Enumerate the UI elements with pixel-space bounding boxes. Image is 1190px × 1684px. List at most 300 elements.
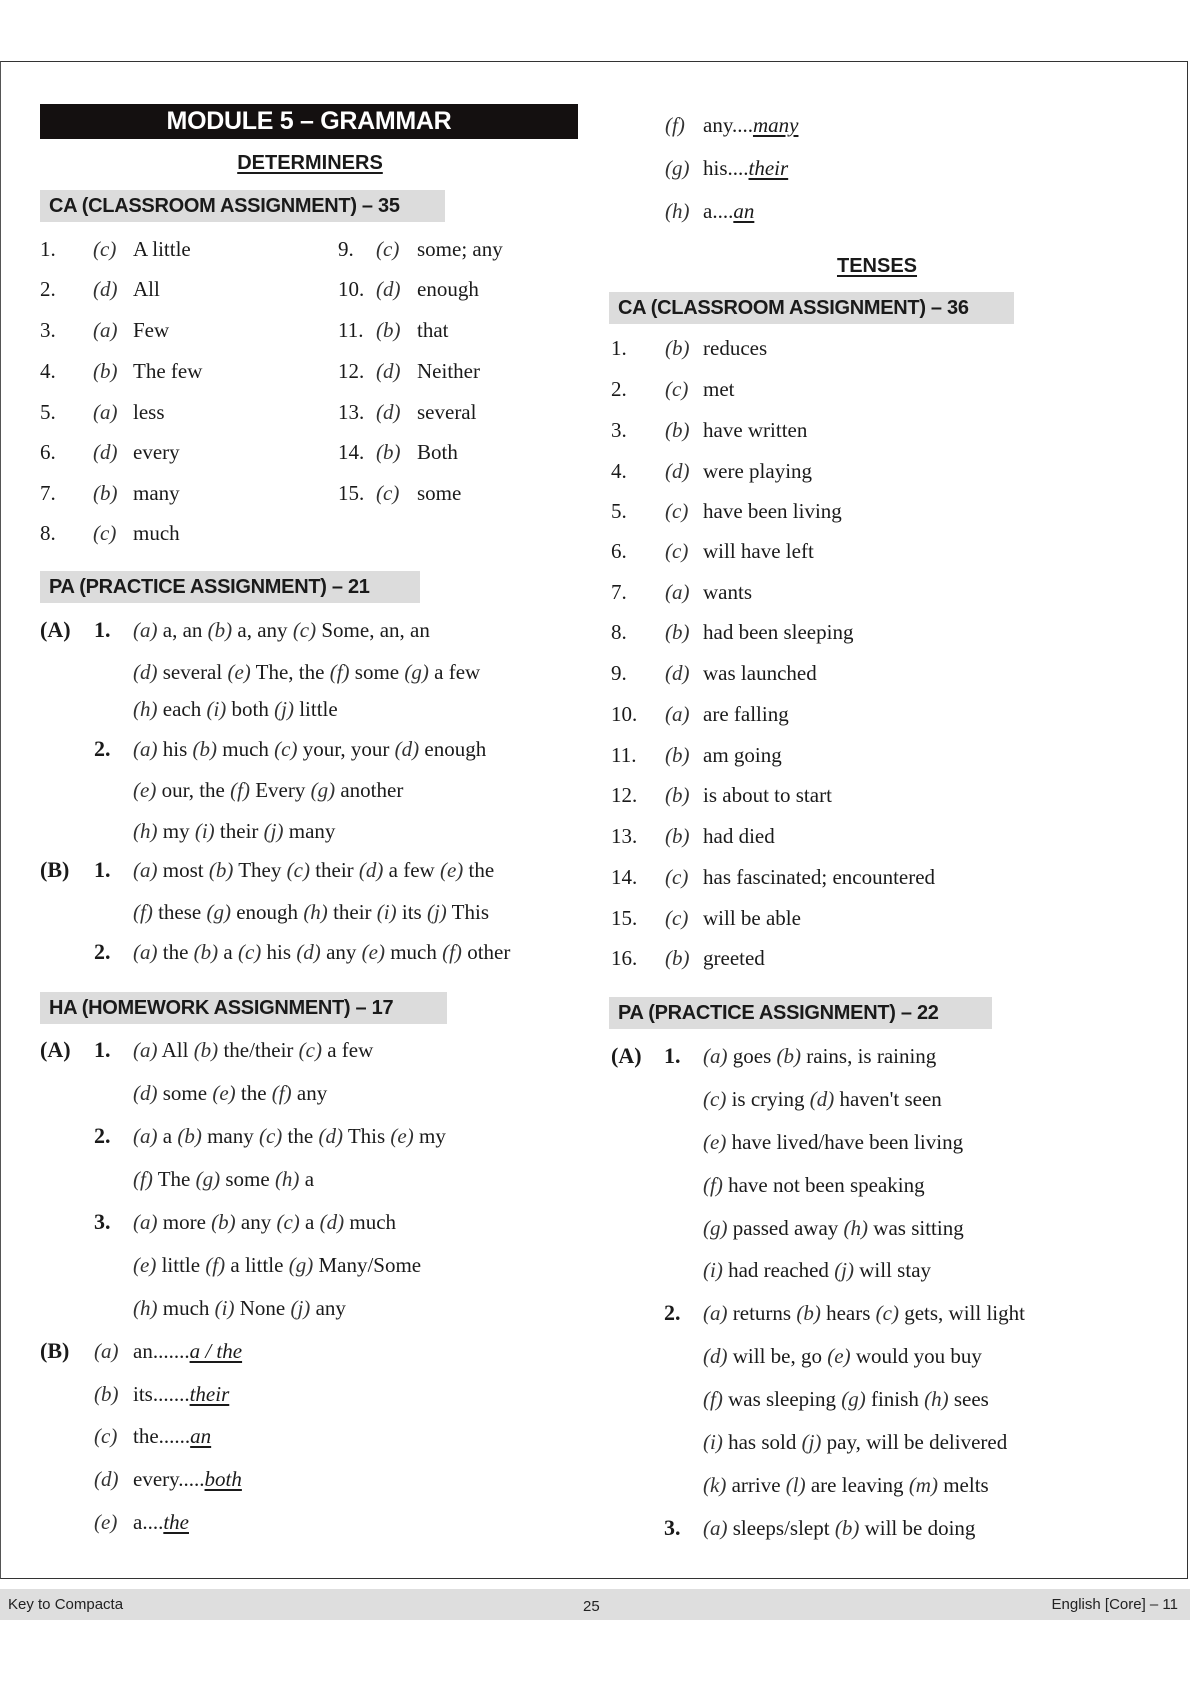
option-label: (l): [785, 1473, 806, 1497]
answer-line: [703, 1342, 982, 1370]
answer-text: will stay: [859, 1258, 932, 1282]
option-label: (a): [133, 858, 158, 882]
option-label: (k): [703, 1473, 727, 1497]
answer-text: A little: [133, 237, 191, 261]
pa-header-determiners: PA (PRACTICE ASSIGNMENT) – 21: [40, 571, 420, 603]
fill-answer: [133, 1422, 211, 1450]
fill-answer: [703, 154, 788, 182]
item-option: [665, 457, 690, 485]
option-label: (a): [133, 940, 158, 964]
item-option: [376, 316, 401, 344]
option-label: (e): [827, 1344, 851, 1368]
option-label: (h): [133, 697, 158, 721]
answer-text: less: [133, 400, 165, 424]
option-label: (f): [205, 1253, 226, 1277]
question-text: the......: [133, 1424, 191, 1448]
item-number: [40, 275, 56, 303]
answer-text: was launched: [703, 661, 817, 685]
answer-text: sleeps/slept: [732, 1516, 830, 1540]
item-number: [611, 741, 636, 769]
item-number-text: 2.: [611, 377, 627, 401]
answer-text: your, your: [302, 737, 390, 761]
option-label: (c): [665, 906, 689, 930]
item-number: [611, 457, 627, 485]
item-number-text: 14.: [338, 440, 365, 464]
option-label: (b): [665, 946, 690, 970]
part-label: [611, 1042, 642, 1070]
option-label: (b): [94, 1382, 119, 1406]
underlined-answer: the: [163, 1510, 189, 1534]
item-number: [611, 822, 637, 850]
item-number-text: 14.: [611, 865, 638, 889]
option-label: (b): [376, 318, 401, 342]
footer-page-number: 25: [583, 1598, 600, 1615]
fill-answer: [133, 1465, 242, 1493]
footer-book-title: Key to Compacta: [8, 1596, 124, 1613]
answer-text: This: [347, 1124, 386, 1148]
answer-text: were playing: [703, 459, 813, 483]
answer-text: little: [299, 697, 338, 721]
option-label: (g): [195, 1167, 221, 1191]
item-number: [611, 537, 627, 565]
answer-text: their: [333, 900, 372, 924]
item-option: [665, 944, 690, 972]
item-answer: [417, 357, 480, 385]
item-number-text: 3.: [40, 318, 56, 342]
answer-text: their: [315, 858, 354, 882]
answer-text: our, the: [161, 778, 225, 802]
answer-text: All: [161, 1038, 189, 1062]
item-number-text: 9.: [611, 661, 627, 685]
answer-text: the: [240, 1081, 267, 1105]
answer-text: is about to start: [703, 783, 832, 807]
answer-text: will be, go: [732, 1344, 822, 1368]
option-label: (c): [93, 521, 117, 545]
item-answer: [133, 519, 180, 547]
answer-text: Many/Some: [318, 1253, 422, 1277]
option-label: (b): [665, 783, 690, 807]
option-label: (b): [665, 418, 690, 442]
option-label: (f): [230, 778, 250, 802]
item-option: [376, 479, 399, 507]
answer-line: [133, 776, 403, 804]
answer-text: will be able: [703, 906, 801, 930]
answer-line: [133, 938, 510, 966]
option-label: (f): [442, 940, 462, 964]
item-answer: [417, 235, 503, 263]
answer-text: most: [162, 858, 204, 882]
option-label: (c): [703, 1087, 727, 1111]
question-number: [94, 1122, 111, 1150]
item-number: [338, 398, 364, 426]
answer-text: a, an: [162, 618, 203, 642]
item-option: [665, 375, 688, 403]
answer-text: Some, an, an: [321, 618, 430, 642]
answer-line: [703, 1428, 1007, 1456]
answer-text: a little: [230, 1253, 284, 1277]
answer-text: any: [296, 1081, 328, 1105]
answer-text: have been living: [703, 499, 842, 523]
option-label: (d): [376, 277, 401, 301]
question-number: [664, 1514, 681, 1542]
item-option: [93, 235, 116, 263]
option-label: (h): [133, 819, 158, 843]
answer-line: [703, 1042, 936, 1070]
item-option: [376, 275, 401, 303]
item-option: [376, 235, 399, 263]
option-label: (b): [93, 481, 118, 505]
underlined-answer: an: [733, 199, 755, 223]
item-number: [40, 235, 56, 263]
item-option: [93, 275, 118, 303]
page-footer: [0, 1589, 1190, 1620]
tenses-heading: TENSES: [836, 255, 918, 277]
item-answer: [703, 659, 817, 687]
answer-text: have lived/have been living: [731, 1130, 964, 1154]
item-number-text: 16.: [611, 946, 638, 970]
option-label: (j): [290, 1296, 311, 1320]
answer-line: [703, 1256, 931, 1284]
answer-text: my: [418, 1124, 446, 1148]
question-text: its.......: [133, 1382, 190, 1406]
answer-text: The, the: [255, 660, 325, 684]
option-label: (b): [796, 1301, 821, 1325]
option-label: (i): [376, 900, 397, 924]
answer-text: a: [305, 1210, 315, 1234]
answer-text: these: [158, 900, 202, 924]
pa-header-tenses: PA (PRACTICE ASSIGNMENT) – 22: [609, 997, 992, 1029]
answer-text: little: [161, 1253, 201, 1277]
answer-line: [703, 1128, 963, 1156]
answer-text: a, any: [237, 618, 288, 642]
option-label: (c): [665, 377, 689, 401]
item-option: [94, 1380, 119, 1408]
question-number: [664, 1299, 681, 1327]
item-number-text: 4.: [611, 459, 627, 483]
question-number-text: 1.: [94, 857, 111, 882]
item-number: [338, 438, 364, 466]
option-label: (d): [665, 459, 690, 483]
item-number-text: 12.: [611, 783, 638, 807]
answer-text: are falling: [703, 702, 789, 726]
answer-text: would you buy: [855, 1344, 982, 1368]
question-number-text: 2.: [664, 1300, 681, 1325]
question-number: [94, 938, 111, 966]
option-label: (g): [841, 1387, 866, 1411]
item-answer: [703, 904, 801, 932]
question-number: [664, 1042, 681, 1070]
item-answer: [703, 578, 752, 606]
item-number-text: 6.: [40, 440, 56, 464]
answer-text: some: [225, 1167, 270, 1191]
answer-text: some: [417, 481, 462, 505]
option-label: (b): [192, 737, 218, 761]
option-label: (a): [665, 702, 690, 726]
item-option: [665, 334, 690, 362]
option-label: (b): [834, 1516, 860, 1540]
answer-line: [133, 1251, 421, 1279]
option-label: (f): [329, 660, 350, 684]
option-label: (d): [703, 1344, 728, 1368]
answer-text: any: [315, 1296, 346, 1320]
item-answer: [133, 479, 180, 507]
option-label: (d): [376, 400, 401, 424]
item-number-text: 12.: [338, 359, 365, 383]
item-answer: [703, 457, 812, 485]
option-label: (f): [703, 1387, 723, 1411]
answer-text: a: [223, 940, 233, 964]
item-number: [611, 497, 627, 525]
answer-text: that: [417, 318, 449, 342]
answer-text: had reached: [728, 1258, 829, 1282]
item-option: [93, 316, 118, 344]
answer-line: [133, 817, 335, 845]
answer-text: is crying: [731, 1087, 805, 1111]
option-label: (c): [298, 1038, 322, 1062]
answer-text: have written: [703, 418, 808, 442]
option-label: (b): [376, 440, 401, 464]
option-label: (c): [665, 539, 689, 563]
option-label: (e): [390, 1124, 414, 1148]
option-label: (b): [193, 1038, 219, 1062]
option-label: (j): [274, 697, 294, 721]
option-label: (h): [843, 1216, 869, 1240]
option-label: (d): [319, 1210, 345, 1234]
question-number-text: 1.: [94, 1037, 111, 1062]
answer-text: enough: [424, 737, 487, 761]
underlined-answer: a / the: [189, 1339, 243, 1363]
question-number-text: 2.: [94, 1123, 111, 1148]
option-label: (h): [303, 900, 328, 924]
answer-text: will have left: [703, 539, 814, 563]
answer-line: [703, 1171, 925, 1199]
answer-text: much: [162, 1296, 210, 1320]
item-option: [665, 781, 690, 809]
fill-answer: [703, 197, 754, 225]
question-text: an.......: [133, 1339, 190, 1363]
answer-line: [133, 658, 480, 686]
answer-text: a few: [388, 858, 435, 882]
question-number: [94, 1036, 111, 1064]
underlined-answer: many: [752, 113, 799, 137]
option-label: (a): [93, 400, 118, 424]
question-number-text: 1.: [94, 617, 111, 642]
answer-line: [703, 1385, 989, 1413]
answer-line: [703, 1214, 964, 1242]
item-option: [93, 357, 118, 385]
item-option: [94, 1422, 117, 1450]
item-answer: [703, 497, 842, 525]
answer-text: will be doing: [864, 1516, 976, 1540]
item-answer: [703, 700, 789, 728]
part-label: [40, 1337, 69, 1365]
answer-text: any: [240, 1210, 272, 1234]
item-option: [93, 479, 118, 507]
answer-line: [133, 856, 494, 884]
answer-line: [133, 1294, 346, 1322]
answer-text: Both: [417, 440, 458, 464]
option-label: (e): [361, 940, 385, 964]
item-option: [665, 741, 690, 769]
part-label: [40, 1036, 71, 1064]
fill-answer: [133, 1380, 229, 1408]
answer-text: goes: [732, 1044, 772, 1068]
answer-line: [703, 1299, 1025, 1327]
question-number: [94, 1208, 111, 1236]
option-label: (j): [834, 1258, 855, 1282]
option-label: (j): [263, 819, 284, 843]
option-label: (c): [376, 237, 400, 261]
option-label: (c): [665, 499, 689, 523]
item-option: [665, 822, 690, 850]
option-label: (c): [94, 1424, 118, 1448]
answer-text: had been sleeping: [703, 620, 854, 644]
option-label: (c): [286, 858, 310, 882]
answer-text: enough: [417, 277, 479, 301]
answer-text: returns: [732, 1301, 792, 1325]
answer-text: The few: [133, 359, 203, 383]
answer-text: more: [162, 1210, 206, 1234]
answer-text: my: [162, 819, 190, 843]
ca-header-determiners: CA (CLASSROOM ASSIGNMENT) – 35: [40, 190, 445, 222]
item-option: [665, 154, 690, 182]
item-answer: [417, 479, 461, 507]
option-label: (d): [94, 1467, 119, 1491]
answer-text: Every: [255, 778, 306, 802]
item-number: [40, 479, 56, 507]
option-label: (b): [665, 336, 690, 360]
answer-text: has fascinated; encountered: [703, 865, 936, 889]
option-label: (f): [133, 900, 153, 924]
answer-text: had died: [703, 824, 775, 848]
item-option: [376, 398, 401, 426]
answer-line: [703, 1085, 942, 1113]
answer-text: much: [349, 1210, 397, 1234]
item-number-text: 8.: [40, 521, 56, 545]
question-text: every.....: [133, 1467, 205, 1491]
option-label: (d): [133, 1081, 158, 1105]
option-label: (d): [376, 359, 401, 383]
answer-text: another: [340, 778, 404, 802]
answer-text: several: [417, 400, 477, 424]
option-label: (b): [665, 824, 690, 848]
answer-text: pay, will be delivered: [826, 1430, 1008, 1454]
item-number: [611, 781, 637, 809]
option-label: (f): [133, 1167, 153, 1191]
answer-text: their: [219, 819, 259, 843]
question-number-text: 2.: [94, 736, 111, 761]
answer-text: melts: [943, 1473, 989, 1497]
answer-text: haven't seen: [839, 1087, 942, 1111]
option-label: (i): [703, 1258, 723, 1282]
item-answer: [133, 438, 180, 466]
answer-text: None: [239, 1296, 286, 1320]
item-number: [611, 578, 627, 606]
question-text: any....: [703, 113, 753, 137]
item-number: [611, 416, 627, 444]
answer-text: arrive: [731, 1473, 781, 1497]
answer-text: rains, is raining: [806, 1044, 937, 1068]
answer-text: a few: [327, 1038, 374, 1062]
option-label: (a): [94, 1339, 119, 1363]
answer-text: finish: [870, 1387, 919, 1411]
answer-text: greeted: [703, 946, 765, 970]
question-number: [94, 856, 111, 884]
item-answer: [133, 398, 165, 426]
item-answer: [133, 275, 160, 303]
option-label: (d): [394, 737, 420, 761]
item-number-text: 5.: [40, 400, 56, 424]
part-tag: (A): [611, 1043, 642, 1068]
option-label: (e): [212, 1081, 236, 1105]
option-label: (a): [703, 1516, 728, 1540]
answer-text: a few: [434, 660, 481, 684]
answer-text: wants: [703, 580, 752, 604]
answer-text: reduces: [703, 336, 768, 360]
option-label: (b): [177, 1124, 202, 1148]
item-option: [665, 197, 690, 225]
option-label: (c): [875, 1301, 899, 1325]
answer-text: the: [162, 940, 189, 964]
item-number-text: 1.: [611, 336, 627, 360]
answer-text: many: [288, 819, 336, 843]
answer-text: This: [451, 900, 490, 924]
answer-text: Neither: [417, 359, 480, 383]
item-number-text: 11.: [611, 743, 637, 767]
item-answer: [417, 275, 479, 303]
item-option: [665, 863, 688, 891]
item-number-text: 5.: [611, 499, 627, 523]
option-label: (c): [292, 618, 317, 642]
answer-text: They: [238, 858, 282, 882]
item-answer: [703, 822, 775, 850]
item-option: [93, 398, 118, 426]
option-label: (h): [924, 1387, 949, 1411]
answer-text: each: [162, 697, 202, 721]
part-tag: (B): [40, 1338, 70, 1363]
item-number: [40, 438, 56, 466]
answer-text: the: [468, 858, 495, 882]
option-label: (i): [194, 819, 215, 843]
option-label: (a): [133, 1210, 158, 1234]
part-tag: (B): [40, 857, 70, 882]
item-answer: [133, 235, 191, 263]
option-label: (e): [133, 1253, 157, 1277]
option-label: (b): [665, 743, 690, 767]
answer-text: am going: [703, 743, 782, 767]
option-label: (e): [133, 778, 157, 802]
item-answer: [703, 334, 767, 362]
answer-text: many: [207, 1124, 254, 1148]
answer-text: the/their: [223, 1038, 294, 1062]
answer-text: Few: [133, 318, 170, 342]
item-number: [611, 334, 627, 362]
option-label: (b): [93, 359, 118, 383]
item-number: [338, 275, 364, 303]
answer-text: both: [231, 697, 269, 721]
item-option: [665, 904, 688, 932]
option-label: (d): [665, 661, 690, 685]
item-answer: [703, 863, 935, 891]
answer-line: [133, 1165, 314, 1193]
option-label: (m): [908, 1473, 938, 1497]
question-number-text: 1.: [664, 1043, 681, 1068]
answer-text: every: [133, 440, 180, 464]
answer-text: much: [390, 940, 437, 964]
item-number-text: 7.: [40, 481, 56, 505]
option-label: (c): [274, 737, 298, 761]
answer-text: All: [133, 277, 160, 301]
